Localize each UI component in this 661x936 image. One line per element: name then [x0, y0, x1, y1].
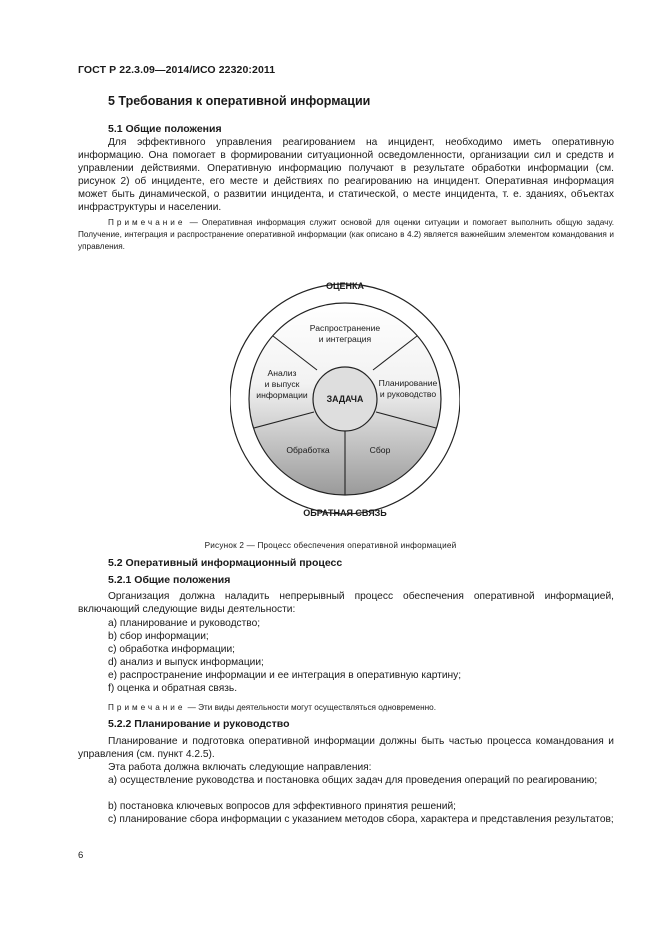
- note-1: [78, 217, 614, 253]
- list-item: f) оценка и обратная связь.: [108, 683, 238, 694]
- label-analysis-1: Анализ: [267, 368, 297, 378]
- note-2: [78, 702, 614, 714]
- subsection-5-2-title: 5.2 Оперативный информационный процесс: [108, 557, 343, 569]
- subsection-5-2-2-item-a: а) осуществление руководства и постановка общих задач для проведения операций по реагированию;: [108, 775, 598, 786]
- subsection-5-1-title: 5.1 Общие положения: [108, 123, 222, 135]
- note-1-text: — Оперативная информация служит основой для оценки ситуации и помогает выполнить общую задачу. Получение, интеграция и распространение оперативной информации (как описано в 4.2) является важнейшим элементом командования и управления.: [78, 218, 614, 251]
- note-2-label: Примечание: [108, 703, 186, 712]
- note-2-text: — Эти виды деятельности могут осуществляться одновременно.: [185, 703, 436, 712]
- subsection-5-1-text: Для эффективного управления реагированием на инцидент, необходимо иметь оперативную информацию. Она помогает в формировании ситуационной осведомленности, организации сил и средств и управлении действиями. Оперативную информацию получают в результате обработки информации (см. рисунок 2) об инциденте, его месте и действиях по реагированию на инцидент. Оперативная информация может быть динамической, о развитии инцидента, и статической, о месте инцидента, т. е. зданиях, объектах инфраструктуры и населении.: [78, 137, 614, 213]
- page-number: 6: [78, 850, 84, 861]
- figure-caption: Рисунок 2 — Процесс обеспечения оперативной информацией: [204, 541, 457, 550]
- label-feedback: ОБРАТНАЯ СВЯЗЬ: [303, 508, 387, 518]
- subsection-5-2-1-text: Организация должна наладить непрерывный процесс обеспечения оперативной информацией, включающий следующие виды деятельности:: [78, 591, 614, 615]
- list-item: d) анализ и выпуск информации;: [108, 657, 264, 668]
- subsection-5-2-1-title: 5.2.1 Общие положения: [108, 574, 231, 586]
- subsection-5-2-2-item-c: c) планирование сбора информации с указанием методов сбора, характера и представления результатов;: [108, 814, 614, 825]
- label-analysis-3: информации: [256, 390, 308, 400]
- subsection-5-2-2-intro: Эта работа должна включать следующие направления:: [108, 762, 372, 773]
- label-planning-1: Планирование: [378, 378, 438, 388]
- list-item: e) распространение информации и ее интеграция в оперативную картину;: [108, 670, 462, 681]
- section-title: 5 Требования к оперативной информации: [108, 94, 371, 108]
- subsection-5-2-2-text: Планирование и подготовка оперативной информации должны быть частью процесса командования и управления (см. пункт 4.2.5).: [78, 736, 614, 760]
- label-planning-2: и руководство: [379, 389, 437, 399]
- list-item: b) сбор информации;: [108, 631, 209, 642]
- label-collection: Сбор: [369, 445, 391, 455]
- subsection-5-2-2-title: 5.2.2 Планирование и руководство: [108, 718, 290, 730]
- document-header: ГОСТ Р 22.3.09—2014/ИСО 22320:2011: [78, 64, 276, 76]
- note-1-label: Примечание: [108, 218, 186, 227]
- label-task: ЗАДАЧА: [326, 394, 364, 404]
- list-item: a) планирование и руководство;: [108, 618, 261, 629]
- label-processing: Обработка: [286, 445, 330, 455]
- label-analysis-2: и выпуск: [264, 379, 300, 389]
- information-process-diagram: [230, 270, 460, 528]
- subsection-5-2-2-item-b: b) постановка ключевых вопросов для эффективного принятия решений;: [108, 801, 456, 812]
- label-dissemination-1: Распространение: [309, 323, 381, 333]
- list-item: c) обработка информации;: [108, 644, 236, 655]
- label-dissemination-2: и интеграция: [318, 334, 372, 344]
- label-assessment: ОЦЕНКА: [325, 281, 365, 291]
